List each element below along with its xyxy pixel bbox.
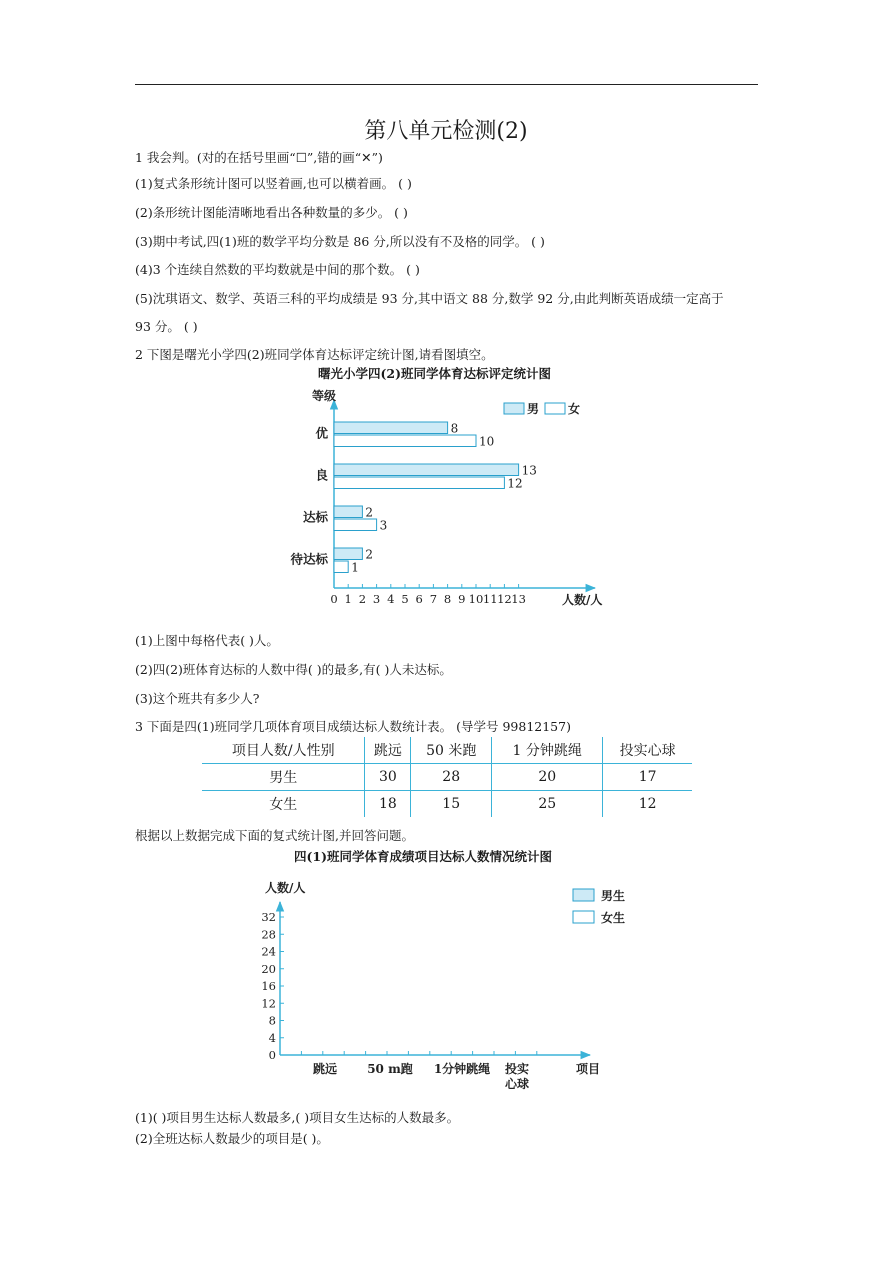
q1-item-4: (4)3 个连续自然数的平均数就是中间的那个数。 ( ) — [135, 262, 420, 277]
chart1-category-label: 良 — [315, 467, 328, 483]
table-cell: 男生 — [202, 764, 365, 791]
chart1-x-tick-label: 0 — [330, 592, 338, 606]
chart1-x-tick-label: 11 — [482, 592, 498, 606]
q1-item-1: (1)复式条形统计图可以竖着画,也可以横着画。 ( ) — [135, 176, 412, 191]
q3-question-1: (1)( )项目男生达标人数最多,( )项目女生达标的人数最多。 — [135, 1110, 460, 1125]
legend-swatch-female — [573, 911, 594, 923]
chart1-x-label: 人数/人 — [562, 593, 603, 607]
table-cell: 15 — [411, 791, 492, 818]
chart2-category-label: 50 m跑 — [367, 1062, 413, 1076]
stats-table — [202, 737, 692, 817]
chart1-horizontal-bar — [280, 380, 620, 610]
q3-question-2: (2)全班达标人数最少的项目是( )。 — [135, 1131, 329, 1146]
chart2-y-tick-label: 20 — [261, 961, 276, 976]
table-cell: 28 — [411, 764, 492, 791]
legend-label-male: 男生 — [601, 889, 626, 903]
legend-label-female: 女 — [568, 402, 581, 416]
q1-item-5: (5)沈琪语文、数学、英语三科的平均成绩是 93 分,其中语文 88 分,数学 92 分,由此判断英语成绩一定高于 — [135, 291, 724, 306]
chart1-x-tick-label: 7 — [429, 592, 438, 606]
chart2-category-label: 1分钟跳绳 — [433, 1062, 491, 1076]
chart1-bar-female — [334, 519, 377, 531]
chart2-empty-bar-grid — [250, 876, 650, 1098]
chart1-title: 曙光小学四(2)班同学体育达标评定统计图 — [318, 366, 552, 381]
legend-swatch-male — [573, 889, 594, 901]
chart1-bar-male — [334, 422, 448, 434]
page-title: 第八单元检测(2) — [364, 119, 528, 144]
q2-heading: 2 下图是曙光小学四(2)班同学体育达标评定统计图,请看图填空。 — [135, 347, 494, 362]
chart1-x-tick-label: 10 — [468, 592, 484, 606]
chart1-y-label: 等级 — [312, 389, 337, 403]
chart1-bar-female — [334, 477, 504, 489]
chart1-category-label: 优 — [315, 425, 328, 441]
chart2-y-tick-label: 12 — [261, 996, 276, 1011]
chart1-data-label: 8 — [450, 421, 459, 436]
chart1-x-tick-label: 13 — [511, 592, 526, 606]
legend-swatch-female — [545, 403, 565, 414]
chart2-category-label: 跳远 — [312, 1062, 338, 1076]
chart1-bar-male — [334, 464, 519, 476]
q3-heading: 3 下面是四(1)班同学几项体育项目成绩达标人数统计表。 (导学号 99812157) — [135, 719, 571, 734]
table-header-cell: 1 分钟跳绳 — [492, 737, 603, 764]
q3-instruction: 根据以上数据完成下面的复式统计图,并回答问题。 — [135, 828, 414, 843]
table-header-cell: 投实心球 — [603, 737, 692, 764]
chart1-bar-male — [334, 548, 362, 560]
table-cell: 30 — [365, 764, 411, 791]
chart1-x-tick-label: 12 — [497, 592, 512, 606]
chart1-x-tick-label: 9 — [458, 592, 466, 606]
chart1-data-label: 10 — [479, 434, 495, 449]
q2-question-3: (3)这个班共有多少人? — [135, 691, 260, 706]
table-header-row — [202, 737, 692, 764]
chart1-data-label: 1 — [351, 560, 359, 575]
table-cell: 20 — [492, 764, 603, 791]
chart1-data-label: 3 — [379, 518, 388, 533]
chart2-y-label: 人数/人 — [265, 881, 306, 895]
chart1-data-label: 2 — [365, 547, 374, 562]
chart2-y-tick-label: 32 — [261, 910, 276, 924]
table-cell: 17 — [603, 764, 692, 791]
top-rule — [135, 84, 758, 85]
chart2-x-label: 项目 — [576, 1062, 601, 1076]
chart1-x-tick-label: 2 — [358, 592, 367, 606]
table-row — [202, 764, 692, 791]
chart1-category-label: 达标 — [302, 509, 328, 525]
legend-label-female: 女生 — [601, 911, 626, 925]
q2-question-1: (1)上图中每格代表( )人。 — [135, 633, 279, 648]
table-row — [202, 791, 692, 818]
chart2-y-tick-label: 28 — [261, 927, 276, 942]
chart1-data-label: 13 — [521, 463, 537, 478]
chart1-legend — [504, 401, 580, 416]
table-cell: 25 — [492, 791, 603, 818]
q1-heading: 1 我会判。(对的在括号里画“☐”,错的画“✕”) — [135, 150, 383, 165]
q1-item-5-cont: 93 分。 ( ) — [135, 319, 198, 334]
q2-question-2: (2)四(2)班体育达标的人数中得( )的最多,有( )人未达标。 — [135, 662, 452, 677]
legend-swatch-male — [504, 403, 524, 414]
chart1-x-tick-label: 5 — [401, 592, 409, 606]
chart1-x-tick-label: 3 — [372, 592, 381, 606]
chart2-y-tick-label: 8 — [268, 1013, 276, 1028]
chart2-y-tick-label: 24 — [261, 944, 276, 959]
chart1-data-label: 12 — [507, 476, 523, 491]
chart1-category-label: 待达标 — [290, 551, 328, 567]
chart2-title: 四(1)班同学体育成绩项目达标人数情况统计图 — [294, 849, 553, 864]
table-cell: 12 — [603, 791, 692, 818]
chart1-x-tick-label: 8 — [443, 592, 452, 606]
table-header-cell: 项目人数/人性别 — [231, 743, 335, 759]
chart2-category-label: 心球 — [504, 1077, 530, 1091]
legend-label-male: 男 — [527, 402, 540, 416]
chart2-y-tick-label: 0 — [268, 1048, 276, 1062]
chart1-bar-male — [334, 506, 362, 518]
table-header-cell: 50 米跑 — [411, 737, 492, 764]
chart1-x-tick-label: 6 — [415, 592, 423, 606]
chart1-x-tick-label: 1 — [344, 592, 352, 606]
table-cell: 女生 — [202, 791, 365, 818]
chart1-bar-female — [334, 561, 348, 573]
chart2-legend — [573, 888, 625, 925]
chart2-category-label: 投实 — [504, 1062, 530, 1076]
q1-item-3: (3)期中考试,四(1)班的数学平均分数是 86 分,所以没有不及格的同学。 ( ) — [135, 234, 545, 249]
chart1-x-tick-label: 4 — [387, 592, 395, 606]
chart2-y-tick-label: 16 — [261, 979, 276, 993]
chart2-y-tick-label: 4 — [268, 1030, 276, 1045]
table-header-cell: 跳远 — [365, 737, 411, 764]
chart1-bar-female — [334, 435, 476, 447]
table-cell: 18 — [365, 791, 411, 818]
q1-item-2: (2)条形统计图能清晰地看出各种数量的多少。 ( ) — [135, 205, 408, 220]
chart1-data-label: 2 — [365, 505, 374, 520]
